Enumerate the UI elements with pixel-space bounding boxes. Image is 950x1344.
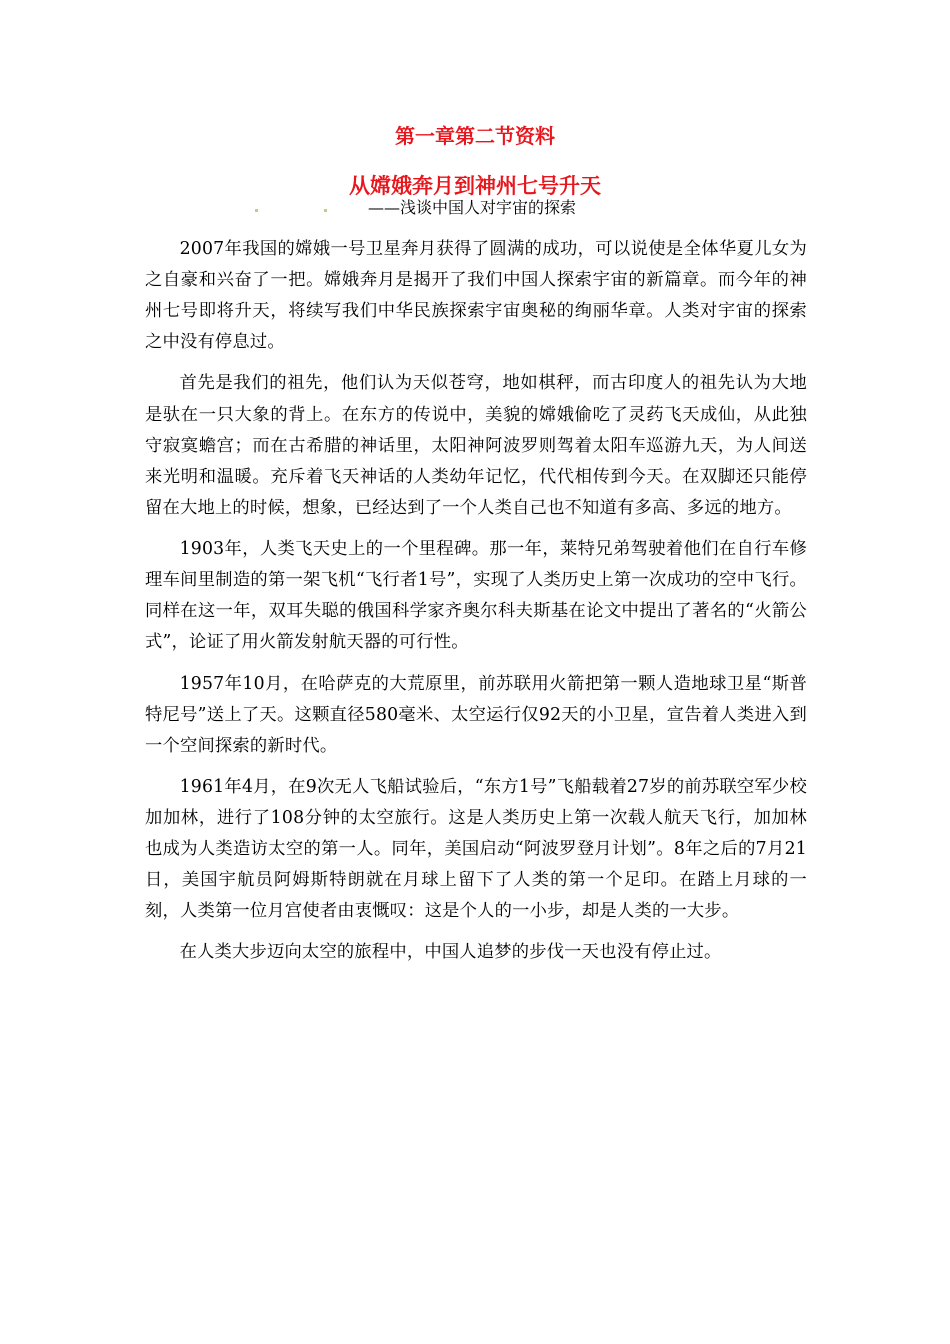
document-heading: 从嫦娥奔月到神州七号升天 — [349, 174, 601, 198]
paragraph: 2007年我国的嫦娥一号卫星奔月获得了圆满的成功，可以说使是全体华夏儿女为之自豪和兴奋了一把。嫦娥奔月是揭开了我们中国人探索宇宙的新篇章。而今年的神州七号即将升天，将续写我们中华民族探索宇宙奥秘的绚丽华章。人类对宇宙的探索之中没有停息过。 — [145, 239, 807, 353]
paragraph: 在人类大步迈向太空的旅程中，中国人追梦的步伐一天也没有停止过。 — [179, 942, 722, 963]
document-title: 第一章第二节资料 — [395, 124, 555, 148]
paragraph: 1903年，人类飞天史上的一个里程碑。那一年，莱特兄弟驾驶着他们在自行车修理车间里制造的第一架飞机“飞行者1号”，实现了人类历史上第一次成功的空中飞行。同样在这一年，双耳失聪的俄国科学家齐奥尔科夫斯基在论文中提出了著名的“火箭公式”，论证了用火箭发射航天器的可行性。 — [145, 539, 807, 653]
decorative-dot — [255, 209, 258, 212]
paragraph: 1961年4月，在9次无人飞船试验后，“东方1号”飞船载着27岁的前苏联空军少校加加林，进行了108分钟的太空旅行。这是人类历史上第一次载人航天飞行，加加林也成为人类造访太空的第一人。同年，美国启动“阿波罗登月计划”。8年之后的7月21日，美国宇航员阿姆斯特朗就在月球上留下了人类的第一个足印。在踏上月球的一刻，人类第一位月宫使者由衷慨叹：这是个人的一小步，却是人类的一大步。 — [145, 776, 807, 922]
document-subtitle: ——浅谈中国人对宇宙的探索 — [368, 198, 577, 217]
paragraph: 首先是我们的祖先，他们认为天似苍穹，地如棋秤，而古印度人的祖先认为大地是驮在一只大象的背上。在东方的传说中，美貌的嫦娥偷吃了灵药飞天成仙，从此独守寂寞蟾宫；而在古希腊的神话里，太阳神阿波罗则驾着太阳车巡游九天，为人间送来光明和温暖。充斥着飞天神话的人类幼年记忆，代代相传到今天。在双脚还只能停留在大地上的时候，想象，已经达到了一个人类自己也不知道有多高、多远的地方。 — [145, 373, 807, 518]
decorative-dot — [324, 209, 327, 212]
document-body — [145, 234, 807, 979]
paragraph: 1957年10月，在哈萨克的大荒原里，前苏联用火箭把第一颗人造地球卫星“斯普特尼号”送上了天。这颗直径580毫米、太空运行仅92天的小卫星，宣告着人类进入到一个空间探索的新时代。 — [145, 673, 807, 756]
